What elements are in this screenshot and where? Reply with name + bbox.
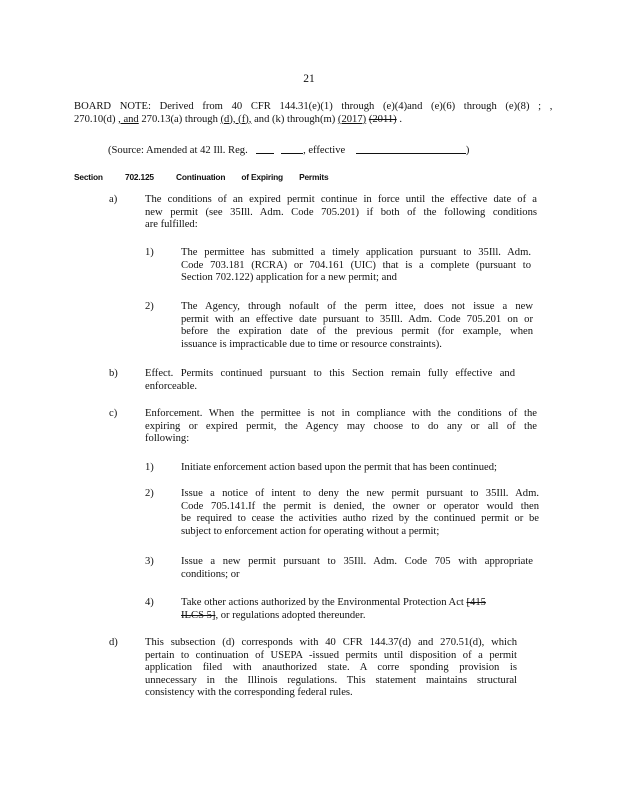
reg-page-blank [281, 143, 303, 154]
board-note-line-1: BOARD NOTE: Derived from 40 CFR 144.31(e)(1) through (e)(4)and (e)(6) through (e)(8) ; , [74, 101, 553, 112]
board-note [74, 101, 554, 126]
source-note: (Source: Amended at 42 Ill. Reg. , effective ) [108, 145, 470, 156]
subsection-a1-text: The permittee has submitted a timely application pursuant to 35Ill. Adm. Code 703.181 (RCRA) or 704.161 (UIC) that is a complete (pursuant to Section 702.122) application for a new permit; and [181, 247, 531, 284]
subsection-c4-text: Take other actions authorized by the Environmental Protection Act [415 ILCS 5], or regulations adopted thereunder. [181, 597, 486, 621]
subsection-b-label: b) [109, 368, 118, 379]
subsection-c2-label: 2) [145, 488, 154, 499]
subsection-c3-label: 3) [145, 556, 154, 567]
subsection-d-text: This subsection (d) corresponds with 40 CFR 144.37(d) and 270.51(d), which pertain to continuation of USEPA -issued permits until disposition of a permit application filed with anauthorized state. A corre sponding provision is unnecessary in the Illinois regulations. This statement maintains structural consistency with the corresponding federal rules. [145, 637, 517, 699]
subsection-d-label: d) [109, 637, 118, 648]
subsection-a2-text: The Agency, through nofault of the perm ittee, does not issue a new permit with an effective date pursuant to 35Ill. Adm. Code 705.201 on or before the expiration date of the previous permit (for example, when issuance is impracticable due to time or resource constraints). [181, 301, 533, 350]
subsection-c-label: c) [109, 408, 118, 419]
effective-date-blank [356, 143, 466, 154]
subsection-a-text: The conditions of an expired permit continue in force until the effective date of a new permit (see 35Ill. Adm. Code 705.201) if both of the following conditions are fulfilled: [145, 194, 537, 231]
subsection-b-text: Effect. Permits continued pursuant to this Section remain fully effective and enforceable. [145, 368, 515, 392]
subsection-a-label: a) [109, 194, 118, 205]
subsection-a1-label: 1) [145, 247, 154, 258]
subsection-c-text: Enforcement. When the permittee is not in compliance with the conditions of the expiring or expired permit, the Agency may choose to do any or all of the following: [145, 408, 537, 445]
reg-volume-blank [256, 143, 274, 154]
subsection-c1-text: Initiate enforcement action based upon the permit that has been continued; [181, 462, 497, 473]
subsection-c2-text: Issue a notice of intent to deny the new permit pursuant to 35Ill. Adm. Code 705.141.If the permit is denied, the owner or operator would then be required to cease the activities autho rized by the continued permit or be subject to enforcement action for operating without a permit; [181, 488, 539, 537]
subsection-c1-label: 1) [145, 462, 154, 473]
page-number: 21 [303, 73, 315, 85]
subsection-c4-label: 4) [145, 597, 154, 608]
board-note-line-2: 270.10(d) , and 270.13(a) through (d), (f), and (k) through(m) (2017) (2011) . [74, 113, 402, 125]
subsection-c3-text: Issue a new permit pursuant to 35Ill. Adm. Code 705 with appropriate conditions; or [181, 556, 533, 580]
section-heading: Section 702.125 Continuation of Expiring Permits [74, 172, 329, 182]
subsection-a2-label: 2) [145, 301, 154, 312]
